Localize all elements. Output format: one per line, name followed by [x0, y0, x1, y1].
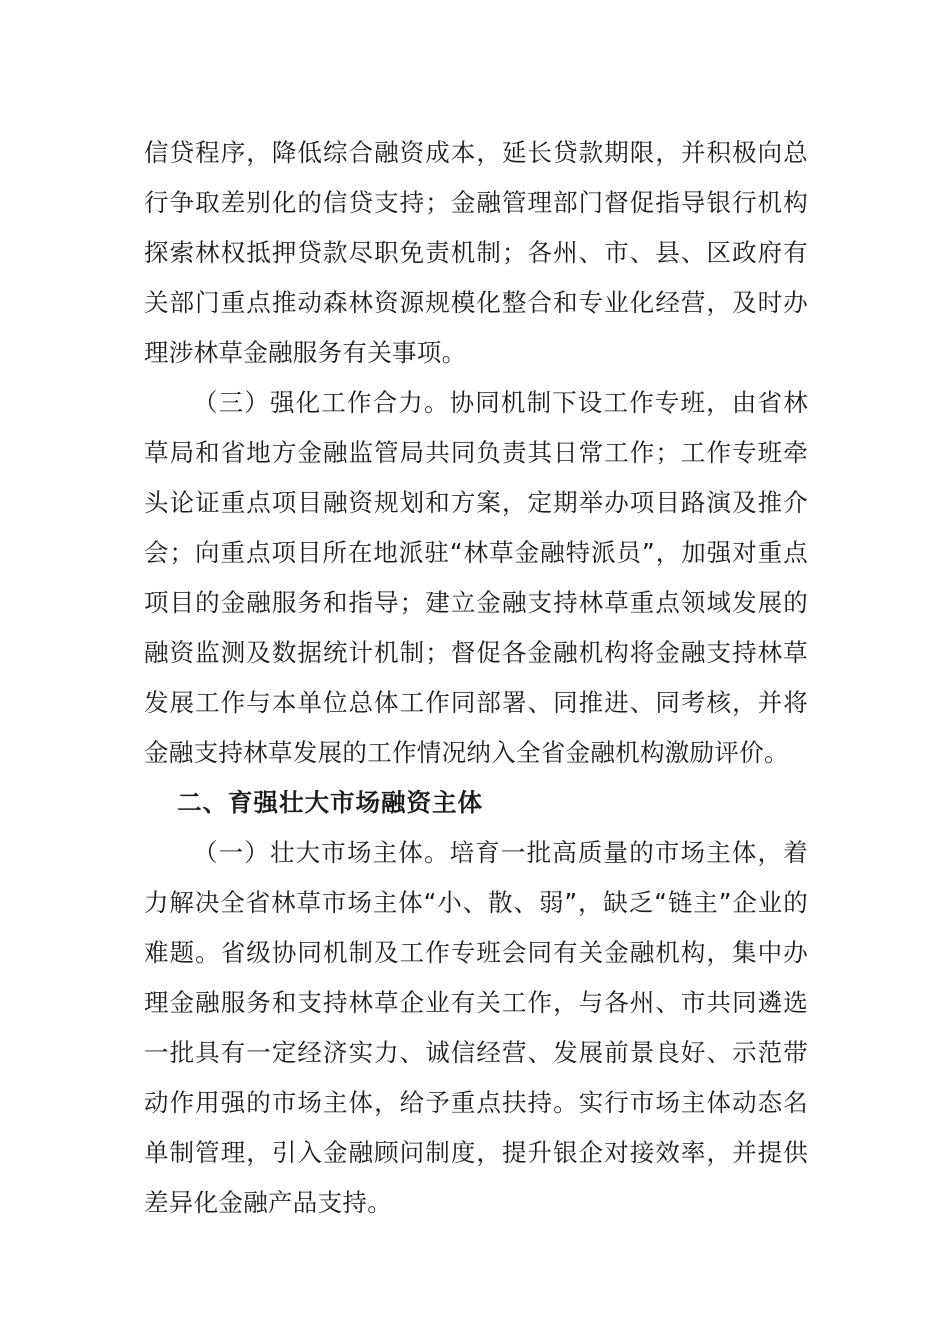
- document-body: [144, 128, 808, 1228]
- paragraph-item-3: （三）强化工作合力。协同机制下设工作专班，由省林草局和省地方金融监管局共同负责其日常工作；工作专班牵头论证重点项目融资规划和方案，定期举办项目路演及推介会；向重点项目所在地派驻“林草金融特派员”，加强对重点项目的金融服务和指导；建立金融支持林草重点领域发展的融资监测及数据统计机制；督促各金融机构将金融支持林草发展工作与本单位总体工作同部署、同推进、同考核，并将金融支持林草发展的工作情况纳入全省金融机构激励评价。: [144, 388, 808, 767]
- paragraph-item-1: （一）壮大市场主体。培育一批高质量的市场主体，着力解决全省林草市场主体“小、散、弱”，缺乏“链主”企业的难题。省级协同机制及工作专班会同有关金融机构，集中办理金融服务和支持林草企业有关工作，与各州、市共同遴选一批具有一定经济实力、诚信经营、发展前景良好、示范带动作用强的市场主体，给予重点扶持。实行市场主体动态名单制管理，引入金融顾问制度，提升银企对接效率，并提供差异化金融产品支持。: [144, 838, 808, 1217]
- paragraph-continuation: 信贷程序，降低综合融资成本，延长贷款期限，并积极向总行争取差别化的信贷支持；金融管理部门督促指导银行机构探索林权抵押贷款尽职免责机制；各州、市、县、区政府有关部门重点推动森林资源规模化整合和专业化经营，及时办理涉林草金融服务有关事项。: [144, 138, 808, 367]
- section-heading: 二、育强壮大市场融资主体: [177, 788, 484, 817]
